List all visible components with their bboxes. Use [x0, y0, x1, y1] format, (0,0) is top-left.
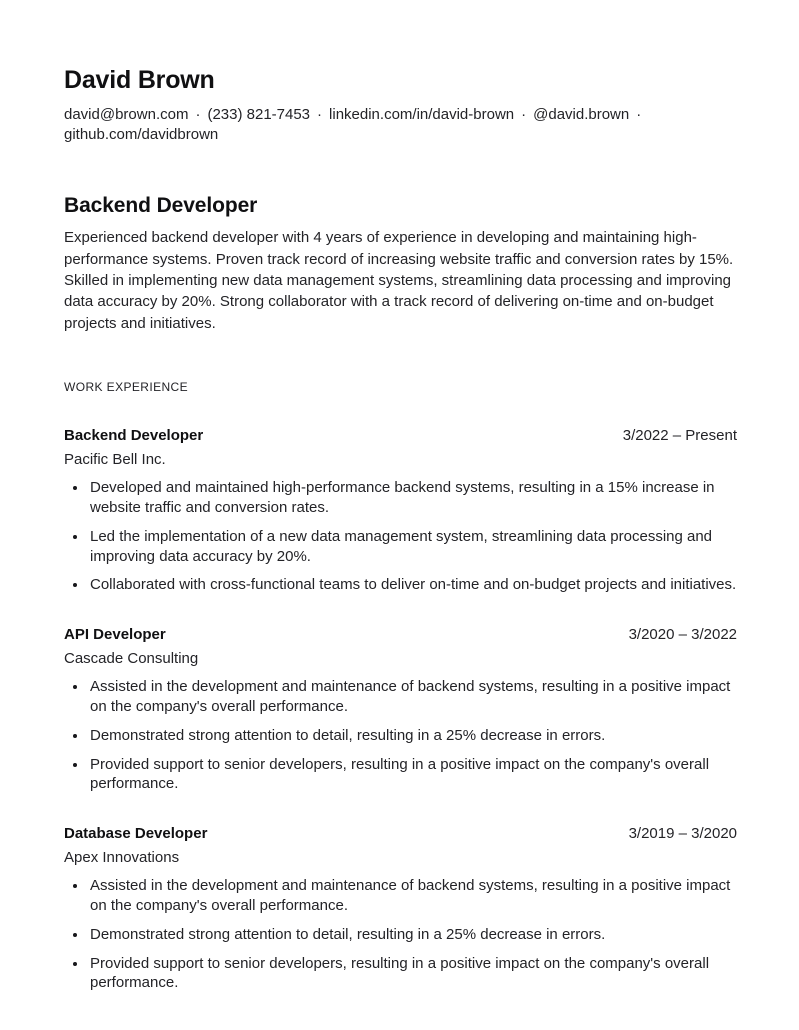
job-bullet: • Collaborated with cross-functional teams to deliver on-time and on-budget projects and initiatives. [88, 575, 737, 595]
job-dates: 3/2022 – Present [622, 427, 737, 445]
job-bullet: • Led the implementation of a new data management system, streamlining data processing and improving data accuracy by 20%. [88, 527, 737, 567]
profile-section [64, 193, 737, 334]
job-title: API Developer [64, 626, 166, 644]
contact-line [64, 105, 704, 146]
job-bullet: • Provided support to senior developers, resulting in a positive impact on the company's overall performance. [88, 954, 737, 994]
job-dates: 3/2019 – 3/2020 [628, 825, 737, 843]
contact-handle: @david.brown [533, 105, 630, 123]
job-entry [64, 626, 737, 794]
contact-separator: · [521, 105, 527, 123]
job-dates: 3/2020 – 3/2022 [628, 626, 737, 644]
job-company: Cascade Consulting [64, 650, 199, 668]
job-entry [64, 427, 737, 595]
job-entry [64, 825, 737, 993]
job-bullet: • Assisted in the development and maintenance of backend systems, resulting in a positive impact on the company's overall performance. [88, 677, 737, 717]
job-bullet: • Assisted in the development and maintenance of backend systems, resulting in a positive impact on the company's overall performance. [88, 876, 737, 916]
job-bullet: • Demonstrated strong attention to detail, resulting in a 25% decrease in errors. [88, 925, 737, 945]
contact-separator: · [195, 105, 201, 123]
contact-separator: · [317, 105, 323, 123]
contact-email: david@brown.com [64, 105, 189, 123]
job-bullet-list [64, 478, 737, 595]
job-company: Pacific Bell Inc. [64, 451, 166, 469]
job-bullet: • Developed and maintained high-performance backend systems, resulting in a 15% increase in website traffic and conversion rates. [88, 478, 737, 518]
job-company: Apex Innovations [64, 849, 180, 867]
contact-linkedin: linkedin.com/in/david-brown [329, 105, 515, 123]
resume-header [64, 66, 737, 146]
job-header [64, 427, 737, 444]
job-header [64, 626, 737, 643]
profile-summary: Experienced backend developer with 4 years of experience in developing and maintaining high-performance systems. Proven track record of increasing website traffic and conversion rates by 15%. Skilled in implementing new data management systems, streamlining data processing and improving data accuracy by 20%. Strong collaborator with a track record of delivering on-time and on-budget projects and initiatives. [64, 229, 734, 332]
job-bullet: • Provided support to senior developers, resulting in a positive impact on the company's overall performance. [88, 755, 737, 795]
person-name: David Brown [64, 66, 215, 94]
contact-separator: · [636, 105, 642, 123]
job-header [64, 825, 737, 842]
section-label-work-experience: WORK EXPERIENCE [64, 379, 189, 394]
contact-github: github.com/davidbrown [64, 126, 219, 144]
job-bullet: • Demonstrated strong attention to detail, resulting in a 25% decrease in errors. [88, 726, 737, 746]
work-experience-section [64, 380, 737, 993]
job-bullet-list [64, 876, 737, 993]
contact-phone: (233) 821-7453 [207, 105, 311, 123]
profile-title: Backend Developer [64, 194, 258, 218]
job-bullet-list [64, 677, 737, 794]
job-title: Backend Developer [64, 427, 204, 445]
job-title: Database Developer [64, 825, 208, 843]
